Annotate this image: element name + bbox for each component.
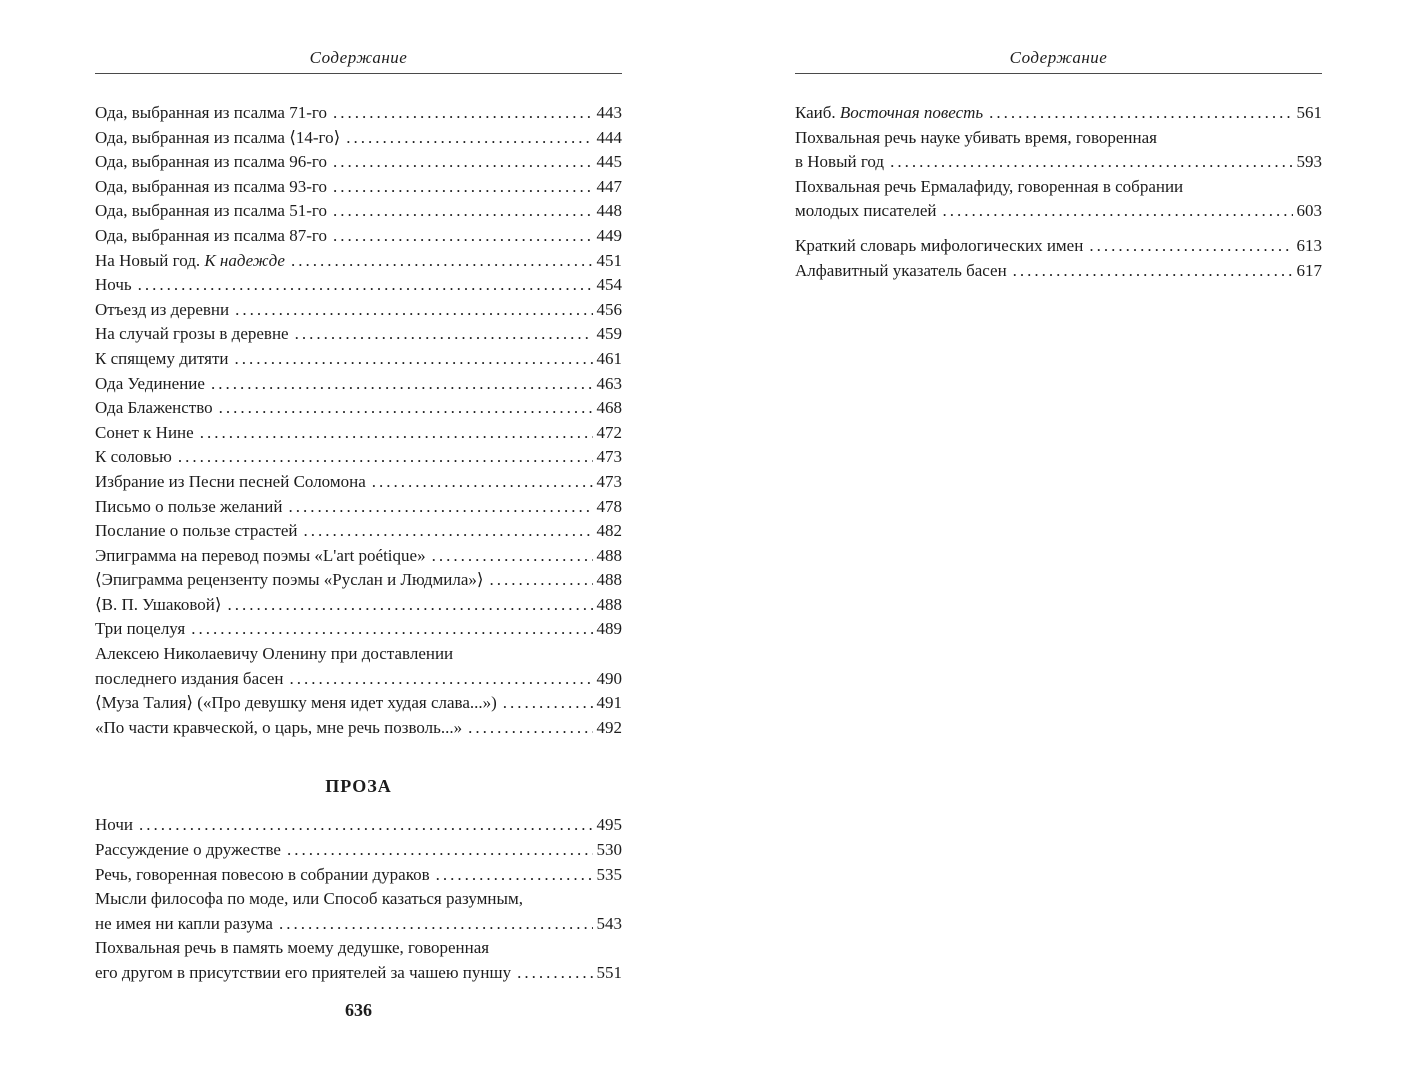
dot-leader: [436, 863, 593, 888]
toc-entry-page: 448: [596, 201, 622, 221]
toc-entry: [95, 936, 622, 985]
toc-entry-title: ⟨В. П. Ушаковой⟩: [95, 594, 222, 614]
toc-entry-title: Сонет к Нине: [95, 422, 194, 442]
toc-entry: [95, 642, 622, 691]
dot-leader: [178, 445, 593, 470]
toc-entry-page: 495: [596, 815, 622, 835]
toc-entry: [95, 887, 622, 936]
toc-entry: [95, 813, 622, 838]
toc-entry: [95, 199, 622, 224]
toc-entry: [95, 617, 622, 642]
toc-entry: [95, 519, 622, 544]
dot-leader: [333, 175, 593, 200]
toc-entry: [795, 175, 1322, 224]
dot-leader: [219, 396, 593, 421]
toc-entry: [95, 863, 622, 888]
dot-leader: [943, 199, 1293, 224]
toc-entry: [95, 544, 622, 569]
dot-leader: [490, 568, 593, 593]
toc-entry-title: Каиб. Восточная повесть: [795, 103, 984, 122]
dot-leader: [503, 691, 593, 716]
toc-entry: [795, 126, 1322, 175]
toc-entry: [95, 470, 622, 495]
toc-entry-page: 593: [1296, 152, 1322, 172]
toc-entry: [95, 421, 622, 446]
toc-entry: [95, 593, 622, 618]
toc-entry-title: Ода, выбранная из псалма ⟨14-го⟩: [95, 127, 341, 147]
toc-entry-title: Рассуждение о дружестве: [95, 840, 281, 860]
dot-leader: [333, 150, 593, 175]
toc-entry-page: 543: [596, 913, 622, 933]
toc-entry-title: Послание о пользе страстей: [95, 521, 298, 541]
dot-leader: [287, 838, 593, 863]
toc-entry-first-line: Мысли философа по моде, или Способ казаться разумным,: [95, 889, 523, 909]
toc-entry-page: 491: [596, 693, 622, 713]
dot-leader: [138, 273, 593, 298]
toc-entry-page: 443: [596, 103, 622, 122]
toc-entry-title: Краткий словарь мифологических имен: [795, 235, 1084, 255]
toc-entry-page: 473: [596, 471, 622, 491]
toc-entry-page: 490: [596, 668, 622, 688]
toc-entry-page: 445: [596, 152, 622, 172]
dot-leader: [890, 150, 1292, 175]
toc-entry-first-line: Похвальная речь в память моему дедушке, говоренная: [95, 938, 490, 958]
toc-entry-page: 449: [596, 225, 622, 245]
dot-leader: [1013, 259, 1293, 284]
dot-leader: [290, 667, 593, 692]
toc-entry-page: 447: [596, 176, 622, 196]
toc-entry-title: Речь, говоренная повесою в собрании дураков: [95, 864, 430, 884]
toc-entry-page: 617: [1296, 260, 1322, 280]
toc-entry: [95, 495, 622, 520]
page-number: 636: [345, 999, 372, 1020]
toc-entry: [95, 445, 622, 470]
toc-entry-title: Избрание из Песни песней Соломона: [95, 471, 366, 491]
toc-entry-first-line: Алексею Николаевичу Оленину при доставлении: [95, 644, 454, 664]
dot-leader: [139, 813, 593, 838]
dot-leader: [432, 544, 593, 569]
dot-leader: [303, 519, 592, 544]
toc-entry-page: 535: [596, 864, 622, 884]
prose-toc-list: [95, 813, 622, 985]
toc-entry-title: не имея ни капли разума: [95, 913, 273, 933]
toc-entry: [95, 298, 622, 323]
toc-entry-title: Три поцелуя: [95, 619, 186, 639]
toc-entry-page: 468: [596, 398, 622, 418]
toc-entry-page: 551: [596, 963, 622, 982]
toc-entry-page: 561: [1296, 103, 1322, 122]
toc-entry: [95, 322, 622, 347]
toc-entry-page: 451: [596, 250, 622, 270]
left-page: [95, 0, 622, 1021]
dot-leader: [372, 470, 593, 495]
toc-entry-page: 488: [596, 594, 622, 614]
dot-leader: [235, 298, 592, 323]
toc-list: [95, 101, 622, 740]
dot-leader: [235, 347, 593, 372]
toc-entry-title: Ода, выбранная из псалма 93-го: [95, 176, 327, 196]
toc-entry-title: Ночи: [95, 815, 133, 835]
toc-entry-title: его другом в присутствии его приятелей за чашею пуншу: [95, 963, 512, 982]
toc-entry: [95, 224, 622, 249]
back-matter-list: [795, 234, 1322, 283]
toc-entry: [95, 396, 622, 421]
toc-entry-title: К соловью: [95, 447, 172, 467]
dot-leader: [333, 224, 593, 249]
toc-entry: [795, 259, 1322, 284]
toc-entry-page: 472: [596, 422, 622, 442]
toc-entry-page: 444: [596, 127, 622, 147]
toc-entry: [95, 249, 622, 274]
toc-entry-page: 603: [1296, 201, 1322, 221]
toc-entry-title: Письмо о пользе желаний: [95, 496, 283, 516]
toc-entry-page: 478: [596, 496, 622, 516]
dot-leader: [1089, 234, 1292, 259]
toc-entry-first-line: Похвальная речь науке убивать время, говоренная: [795, 127, 1157, 147]
toc-entry: [95, 347, 622, 372]
toc-entry: [95, 716, 622, 741]
dot-leader: [333, 199, 593, 224]
toc-entry: [95, 273, 622, 298]
toc-entry-title: ⟨Муза Талия⟩ («Про девушку меня идет худая слава...»): [95, 693, 497, 713]
toc-entry-page: 454: [596, 275, 622, 295]
dot-leader: [288, 495, 592, 520]
header-rule: [95, 73, 622, 74]
toc-entry: [95, 372, 622, 397]
toc-entry-title: Ода Блаженство: [95, 398, 213, 418]
toc-entry-title: На случай грозы в деревне: [95, 324, 289, 344]
toc-entry: [95, 691, 622, 716]
toc-entry-title: Ночь: [95, 275, 132, 295]
toc-entry: [795, 234, 1322, 259]
toc-entry-title: Отъезд из деревни: [95, 299, 230, 319]
toc-entry-page: 489: [596, 619, 622, 639]
toc-entry-title: молодых писателей: [795, 201, 937, 221]
dot-leader: [191, 617, 592, 642]
toc-entry-page: 488: [596, 570, 622, 590]
toc-entry-page: 492: [596, 717, 622, 737]
toc-entry-page: 473: [596, 447, 622, 467]
toc-entry-title: Эпиграмма на перевод поэмы «L'art poétique»: [95, 545, 426, 565]
dot-leader: [211, 372, 593, 397]
toc-entry: [95, 101, 622, 126]
toc-entry: [95, 150, 622, 175]
toc-entry-page: 459: [596, 324, 622, 344]
dot-leader: [333, 101, 593, 126]
dot-leader: [989, 101, 1292, 126]
running-head: Содержание: [1009, 48, 1108, 67]
toc-entry: [95, 175, 622, 200]
toc-list: [795, 101, 1322, 224]
dot-leader: [200, 421, 593, 446]
toc-entry-title: в Новый год: [795, 152, 885, 172]
dot-leader: [279, 912, 593, 937]
toc-entry-page: 613: [1296, 235, 1322, 255]
toc-entry-title: Ода, выбранная из псалма 51-го: [95, 201, 327, 221]
toc-entry: [795, 101, 1322, 126]
toc-entry-title: Ода, выбранная из псалма 96-го: [95, 152, 327, 172]
toc-entry-page: 530: [596, 840, 622, 860]
header-rule: [795, 73, 1322, 74]
toc-entry: [95, 126, 622, 151]
dot-leader: [468, 716, 592, 741]
toc-entry-title: Ода, выбранная из псалма 71-го: [95, 103, 327, 122]
toc-entry-title: Ода Уединение: [95, 373, 205, 393]
toc-entry-title: «По части кравческой, о царь, мне речь позволь...»: [95, 717, 463, 737]
toc-entry-page: 488: [596, 545, 622, 565]
toc-entry-title: Ода, выбранная из псалма 87-го: [95, 225, 327, 245]
dot-leader: [291, 249, 593, 274]
dot-leader: [346, 126, 592, 151]
toc-entry-page: 456: [596, 299, 622, 319]
right-page: [795, 0, 1322, 283]
dot-leader: [227, 593, 592, 618]
toc-entry-title: К спящему дитяти: [95, 348, 229, 368]
toc-entry: [95, 568, 622, 593]
running-head: Содержание: [309, 48, 408, 67]
toc-entry-first-line: Похвальная речь Ермалафиду, говоренная в собрании: [795, 176, 1184, 196]
toc-entry-page: 482: [596, 521, 622, 541]
dot-leader: [517, 961, 592, 986]
toc-entry-title: Алфавитный указатель басен: [795, 260, 1007, 280]
toc-entry-title: последнего издания басен: [95, 668, 284, 688]
section-heading: ПРОЗА: [325, 776, 392, 797]
toc-entry: [95, 838, 622, 863]
toc-entry-title: На Новый год. К надежде: [95, 250, 285, 270]
dot-leader: [295, 322, 593, 347]
toc-entry-page: 463: [596, 373, 622, 393]
toc-entry-title: ⟨Эпиграмма рецензенту поэмы «Руслан и Людмила»⟩: [95, 570, 484, 590]
toc-entry-page: 461: [596, 348, 622, 368]
